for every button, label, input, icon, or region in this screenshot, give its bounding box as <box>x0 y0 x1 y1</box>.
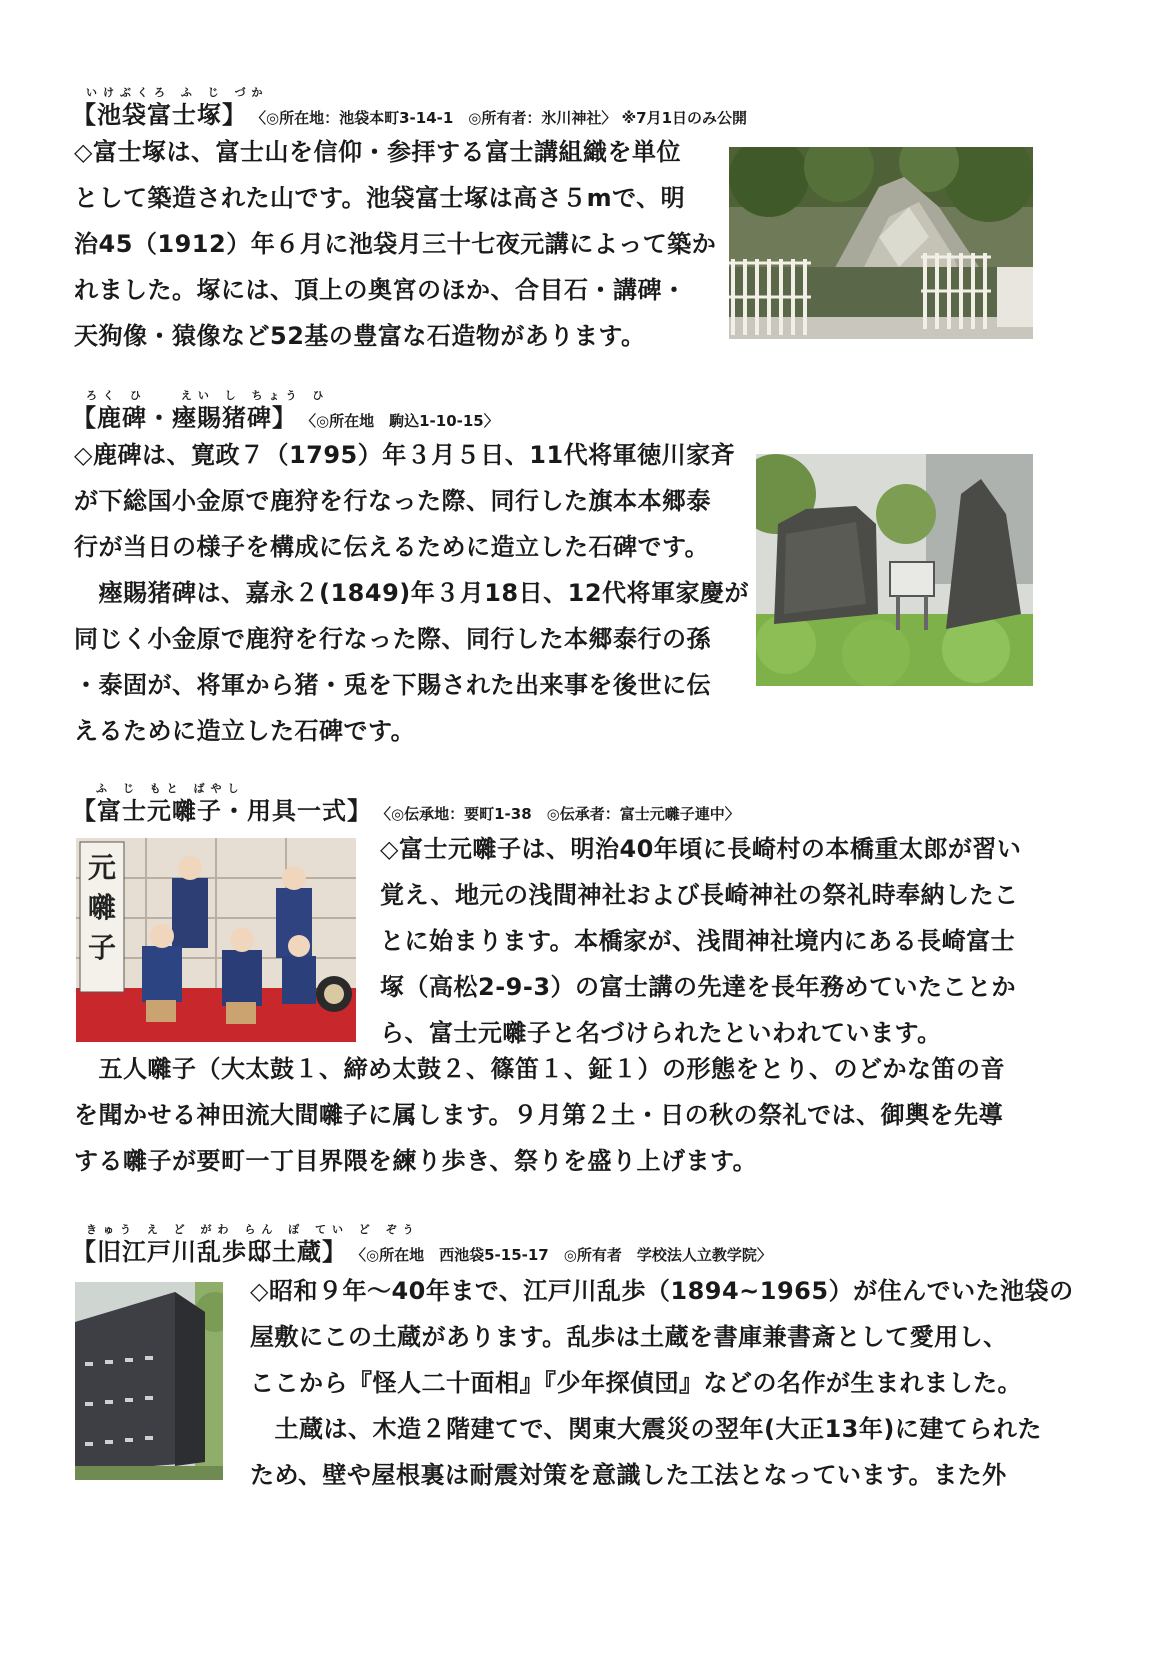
section-title: 【鹿碑・瘞賜猪碑】 <box>72 404 297 432</box>
section-title: 【富士元囃子・用具一式】 <box>72 797 372 825</box>
body-line: 覚え、地元の浅間神社および長崎神社の祭礼時奉納したこ <box>380 881 1019 909</box>
body-line: とに始まります。本橋家が、浅間神社境内にある長崎富士 <box>380 927 1016 955</box>
section-body <box>74 432 754 754</box>
body-line: 治45（1912）年６月に池袋月三十七夜元講によって築か <box>74 230 717 258</box>
body-line: する囃子が要町一丁目界隈を練り歩き、祭りを盛り上げます。 <box>74 1147 758 1175</box>
body-line: れました。塚には、頂上の奥宮のほか、合目石・講碑・ <box>74 276 687 304</box>
body-line: ここから『怪人二十面相』『少年探偵団』などの名作が生まれました。 <box>250 1369 1022 1397</box>
fujizuka-photo <box>729 147 1033 339</box>
body-line: ◇昭和９年～40年まで、江戸川乱歩（1894~1965）が住んでいた池袋の <box>250 1277 1074 1305</box>
section-body-full <box>74 1046 1064 1184</box>
body-line: 行が当日の様子を構成に伝えるために造立した石碑です。 <box>74 533 710 561</box>
body-line: 塚（高松2-9-3）の富士講の先達を長年務めていたことか <box>380 973 1017 1001</box>
section-meta: 〈◎所在地：池袋本町3-14-1 ◎所有者：氷川神社〉 ※7月1日のみ公開 <box>251 109 748 127</box>
body-line: として築造された山です。池袋富士塚は高さ５mで、明 <box>74 184 686 212</box>
body-line: を聞かせる神田流大間囃子に属します。９月第２土・日の秋の祭礼では、御輿を先導 <box>74 1101 1004 1129</box>
body-line: 屋敷にこの土蔵があります。乱歩は土蔵を書庫兼書斎として愛用し、 <box>250 1323 1008 1351</box>
ruby-reading: きゅう え ど がわ らん ぽ てい ど ぞう <box>86 1223 420 1236</box>
body-line: ◇鹿碑は、寛政７（1795）年３月５日、11代将軍徳川家斉 <box>74 441 736 469</box>
section-body <box>250 1268 1074 1498</box>
body-line: 瘞賜猪碑は、嘉永２(1849)年３月18日、12代将軍家慶が <box>74 579 750 607</box>
body-line: ・泰固が、将軍から猪・兎を下賜された出来事を後世に伝 <box>74 671 711 699</box>
body-line: 五人囃子（大太鼓１、締め太鼓２、篠笛１、鉦１）の形態をとり、のどかな笛の音 <box>74 1055 1005 1083</box>
body-line: 天狗像・猿像など52基の豊富な石造物があります。 <box>74 322 646 350</box>
stone-monuments-photo <box>756 454 1033 686</box>
body-line: えるために造立した石碑です。 <box>74 717 416 745</box>
section-meta: 〈◎所在地 駒込1-10-15〉 <box>301 412 499 430</box>
body-line: 同じく小金原で鹿狩を行なった際、同行した本郷泰行の孫 <box>74 625 711 653</box>
section-body <box>74 129 717 359</box>
section-meta: 〈◎伝承地：要町1-38 ◎伝承者：富士元囃子連中〉 <box>376 805 740 823</box>
body-line: 土蔵は、木造２階建てで、関東大震災の翌年(大正13年)に建てられた <box>250 1415 1042 1443</box>
section-title: 【池袋富士塚】 <box>72 101 247 129</box>
ruby-reading: ろく ひ えい し ちょう ひ <box>86 389 330 402</box>
section-body-right <box>380 826 1040 1056</box>
section-meta: 〈◎所在地 西池袋5-15-17 ◎所有者 学校法人立教学院〉 <box>351 1246 772 1264</box>
section-heading <box>72 398 499 433</box>
body-line: ◇富士元囃子は、明治40年頃に長崎村の本橋重太郎が習い <box>380 835 1022 863</box>
section-title: 【旧江戸川乱歩邸土蔵】 <box>72 1238 347 1266</box>
ruby-reading: ふ じ もと ばやし <box>96 782 245 795</box>
body-line: ら、富士元囃子と名づけられたといわれています。 <box>380 1019 942 1047</box>
banner-text: 元囃子 <box>87 851 116 964</box>
body-line: ため、壁や屋根裏は耐震対策を意識した工法となっています。また外 <box>250 1461 1007 1489</box>
section-heading <box>72 1232 772 1267</box>
section-heading <box>72 791 740 826</box>
body-line: ◇富士塚は、富士山を信仰・参拝する富士講組織を単位 <box>74 138 681 166</box>
section-heading <box>72 95 747 130</box>
body-line: が下総国小金原で鹿狩を行なった際、同行した旗本本郷泰 <box>74 487 711 515</box>
bayashi-performers-photo <box>76 838 356 1042</box>
dozo-storehouse-photo <box>75 1282 223 1480</box>
ruby-reading: いけぶくろ ふ じ づか <box>86 86 269 99</box>
